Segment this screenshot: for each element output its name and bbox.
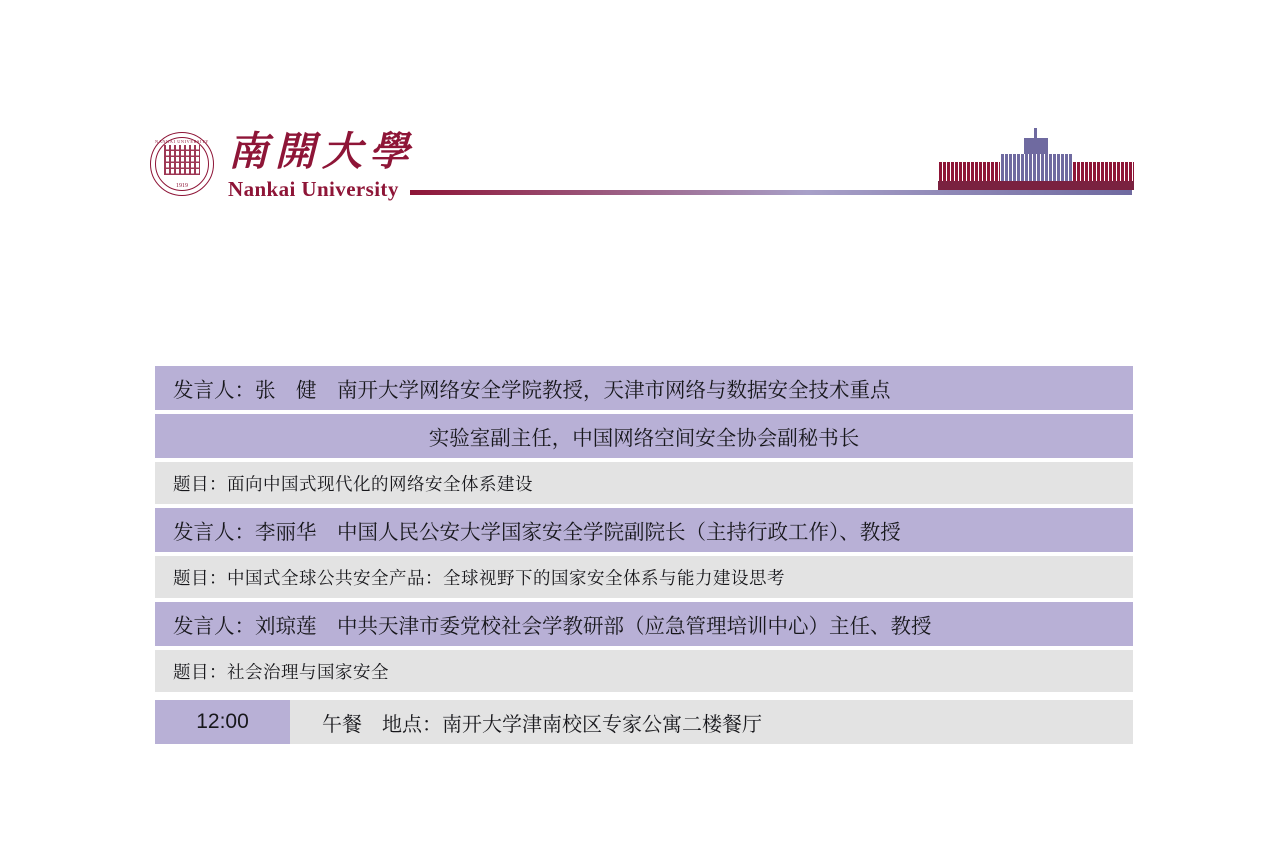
seal-emblem-icon <box>164 145 200 175</box>
meal-detail-label: 午餐 地点：南开大学津南校区专家公寓二楼餐厅 <box>322 711 762 736</box>
university-seal-icon <box>150 132 214 196</box>
logo-wordmark <box>228 128 416 202</box>
header-divider-line <box>410 190 1132 195</box>
university-logo <box>150 128 416 202</box>
table-row <box>155 366 1133 410</box>
table-row <box>155 556 1133 598</box>
building-center-block <box>1000 154 1072 181</box>
speaker-line: 发言人：张 健 南开大学网络安全学院教授，天津市网络与数据安全技术重点 <box>173 378 891 402</box>
campus-building-icon <box>938 138 1134 190</box>
table-row <box>155 650 1133 692</box>
building-base <box>938 181 1134 190</box>
speaker-line: 发言人：刘琼莲 中共天津市委党校社会学教研部（应急管理培训中心）主任、教授 <box>173 614 932 638</box>
speaker-line-continuation: 实验室副主任，中国网络空间安全协会副秘书长 <box>428 426 860 450</box>
building-spire <box>1034 128 1037 138</box>
table-row <box>155 508 1133 552</box>
building-right-wing <box>1072 162 1134 181</box>
seal-top-text: NANKAI UNIVERSITY <box>155 139 209 144</box>
speaker-line: 发言人：李丽华 中国人民公安大学国家安全学院副院长（主持行政工作）、教授 <box>173 520 901 544</box>
meal-time-label: 12:00 <box>196 710 249 733</box>
building-tower <box>1024 138 1048 154</box>
table-row <box>155 414 1133 458</box>
topic-line: 题目：中国式全球公共安全产品：全球视野下的国家安全体系与能力建设思考 <box>173 568 785 589</box>
schedule-table <box>155 366 1133 748</box>
table-row-meal <box>155 700 1133 744</box>
page-header <box>0 0 1280 230</box>
topic-line: 题目：面向中国式现代化的网络安全体系建设 <box>173 474 533 495</box>
table-row <box>155 602 1133 646</box>
seal-year: 1919 <box>176 183 188 189</box>
table-row <box>155 462 1133 504</box>
topic-line: 题目：社会治理与国家安全 <box>173 662 389 683</box>
logo-chinese-name: 南開大學 <box>228 128 416 175</box>
meal-detail-cell <box>290 700 1133 744</box>
building-left-wing <box>938 162 1000 181</box>
meal-time-cell <box>155 700 290 744</box>
logo-english-name: Nankai University <box>228 177 399 201</box>
